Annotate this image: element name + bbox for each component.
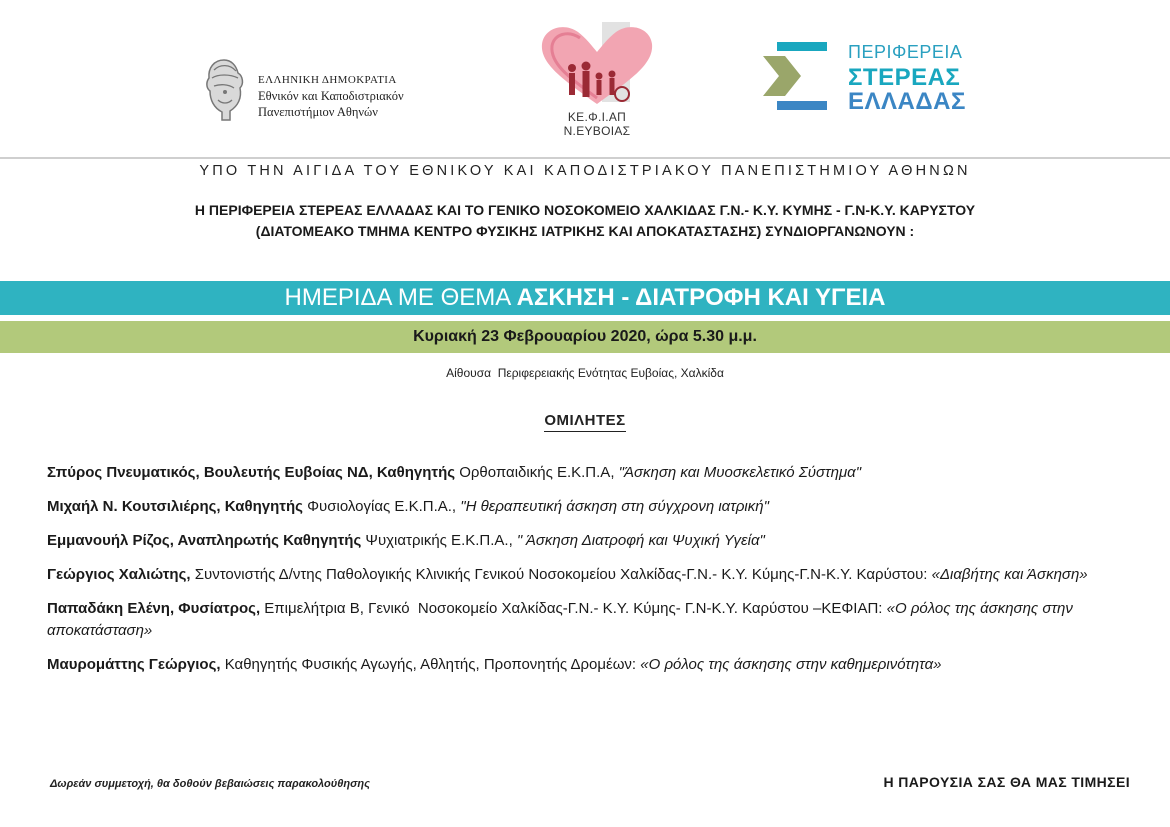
speakers-list [47, 462, 1147, 688]
speaker-role: Φυσιολογίας Ε.Κ.Π.Α., [302, 498, 461, 515]
speaker-talk: "Άσκηση και Μυοσκελετικό Σύστημα" [618, 464, 862, 481]
speaker-item [47, 530, 1147, 552]
footer-closing: Η ΠΑΡΟΥΣΙΑ ΣΑΣ ΘΑ ΜΑΣ ΤΙΜΗΣΕΙ [883, 774, 1130, 790]
speaker-item [47, 462, 1147, 484]
speaker-item [47, 598, 1147, 642]
event-title-banner [0, 281, 1170, 315]
header-divider [0, 157, 1170, 159]
uoa-name [258, 72, 404, 120]
speaker-name: Εμμανουήλ Ρίζος, Αναπληρωτής Καθηγητής [47, 532, 362, 549]
speaker-role: Ορθοπαιδικής Ε.Κ.Π.Α, [455, 464, 619, 481]
speaker-role: Ψυχιατρικής Ε.Κ.Π.Α., [361, 532, 517, 549]
speaker-name: Γεώργιος Χαλιώτης, [47, 566, 191, 583]
speaker-item [47, 496, 1147, 518]
speaker-name: Μιχαήλ Ν. Κουτσιλιέρης, Καθηγητής [47, 498, 303, 515]
region-line-3: ΕΛΛΑΔΑΣ [848, 88, 966, 115]
event-venue: Αίθουσα Περιφερειακής Ενότητας Ευβοίας, Χαλκίδα [446, 366, 724, 380]
organizers-line-2: (ΔΙΑΤΟΜΕΑΚΟ ΤΜΗΜΑ ΚΕΝΤΡΟ ΦΥΣΙΚΗΣ ΙΑΤΡΙΚΗΣ ΚΑΙ ΑΠΟΚΑΤΑΣΤΑΣΗΣ) ΣΥΝΔΙΟΡΓΑΝΩΝΟΥΝ : [255, 223, 915, 239]
speaker-item [47, 654, 1147, 676]
event-title-topic: ΑΣΚΗΣΗ - ΔΙΑΤΡΟΦΗ ΚΑΙ ΥΓΕΙΑ [516, 284, 886, 311]
region-logo [763, 42, 983, 118]
uoa-line-2: Εθνικόν και Καποδιστριακόν [258, 89, 404, 103]
sigma-icon [763, 42, 835, 110]
region-line-2: ΣΤΕΡΕΑΣ [848, 64, 961, 91]
event-title-prefix: ΗΜΕΡΙΔΑ ΜΕ ΘΕΜΑ [284, 284, 517, 311]
speaker-role: Συντονιστής Δ/ντης Παθολογικής Κλινικής Γενικού Νοσοκομείου Χαλκίδας-Γ.Ν.- Κ.Υ. Κύμης-Γ.Ν-Κ.Υ. Καρύστου: [190, 566, 932, 583]
speaker-role: Καθηγητής Φυσικής Αγωγής, Αθλητής, Προπονητής Δρομέων: [220, 656, 641, 673]
speaker-talk: «Διαβήτης και Άσκηση» [931, 566, 1088, 583]
speaker-talk: «Ο ρόλος της άσκησης στην καθημερινότητα» [640, 656, 942, 673]
speaker-talk: " Άσκηση Διατροφή και Ψυχική Υγεία" [516, 532, 765, 549]
heart-family-icon [534, 20, 660, 108]
speakers-heading-label: ΟΜΙΛΗΤΕΣ [544, 412, 625, 432]
event-date-banner [0, 321, 1170, 353]
uoa-logo [200, 56, 450, 126]
uoa-line-3: Πανεπιστήμιον Αθηνών [258, 105, 378, 119]
speaker-name: Σπύρος Πνευματικός, Βουλευτής Ευβοίας ΝΔ, Καθηγητής [47, 464, 456, 481]
speaker-talk: "Η θεραπευτική άσκηση στη σύγχρονη ιατρική" [460, 498, 769, 515]
speaker-name: Μαυρομάττης Γεώργιος, [47, 656, 221, 673]
footer-participation-note: Δωρεάν συμμετοχή, θα δοθούν βεβαιώσεις παρακολούθησης [50, 778, 370, 790]
uoa-line-1: ΕΛΛΗΝΙΚΗ ΔΗΜΟΚΡΑΤΙΑ [258, 74, 397, 86]
organizers [0, 200, 1170, 242]
athena-emblem-icon [200, 56, 248, 122]
speaker-name: Παπαδάκη Ελένη, Φυσίατρος, [47, 600, 261, 617]
event-date: Κυριακή 23 Φεβρουαρίου 2020, ώρα 5.30 μ.μ. [413, 328, 757, 345]
organizers-line-1: Η ΠΕΡΙΦΕΡΕΙΑ ΣΤΕΡΕΑΣ ΕΛΛΑΔΑΣ ΚΑΙ ΤΟ ΓΕΝΙΚΟ ΝΟΣΟΚΟΜΕΙΟ ΧΑΛΚΙΔΑΣ Γ.Ν.- Κ.Υ. ΚΥΜΗΣ - Γ.Ν-Κ.Υ. ΚΑΡΥΣΤΟΥ [194, 202, 976, 218]
speaker-role: Επιμελήτρια Β, Γενικό Νοσοκομείο Χαλκίδας-Γ.Ν.- Κ.Υ. Κύμης- Γ.Ν-Κ.Υ. Καρύστου –ΚΕΦΙΑΠ: [260, 600, 887, 617]
aegis-line: ΥΠΟ ΤΗΝ ΑΙΓΙΔΑ ΤΟΥ ΕΘΝΙΚΟΥ ΚΑΙ ΚΑΠΟΔΙΣΤΡΙΑΚΟΥ ΠΑΝΕΠΙΣΤΗΜΙΟΥ ΑΘΗΝΩΝ [199, 163, 971, 179]
kefiap-logo [534, 20, 664, 138]
speaker-item [47, 564, 1147, 586]
kefiap-caption: ΚΕ.Φ.Ι.ΑΠ Ν.ΕΥΒΟΙΑΣ [563, 110, 631, 138]
speakers-heading [0, 412, 1170, 429]
region-line-1: ΠΕΡΙΦΕΡΕΙΑ [848, 42, 963, 62]
speaker-talk: «Ο ρόλος της άσκησης στην αποκατάσταση» [47, 600, 1073, 639]
